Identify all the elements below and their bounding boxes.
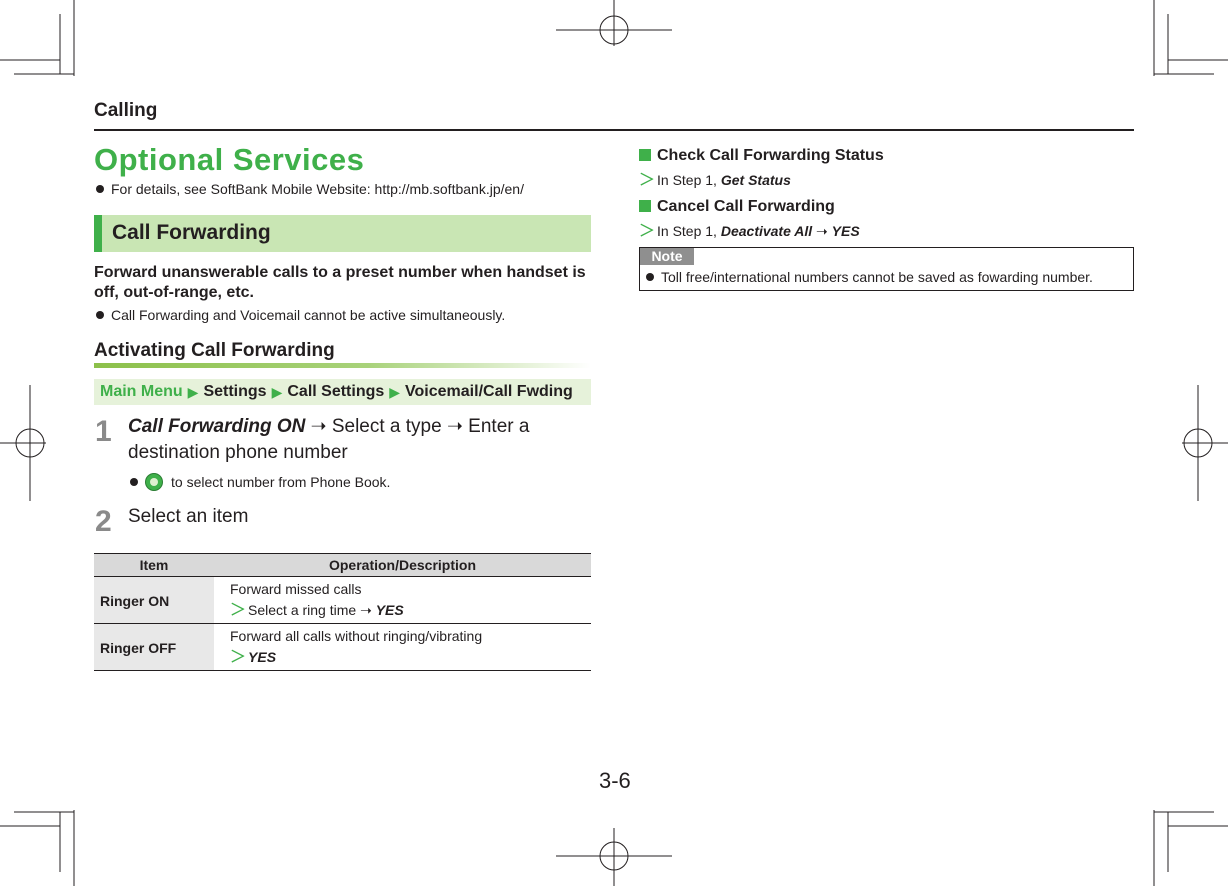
exclusivity-bullet (96, 307, 505, 323)
step-marker-icon: ＞ (230, 602, 247, 619)
navigation-key-icon (145, 473, 163, 491)
exclusivity-bullet-text: Call Forwarding and Voicemail cannot be active simultaneously. (111, 307, 506, 323)
step-marker-icon: ＞ (639, 172, 656, 189)
arrow-icon: ➝ (310, 416, 332, 437)
arrow-icon: ➝ (446, 416, 469, 437)
menu-path-call-settings: Call Settings (287, 383, 385, 400)
page-number: 3-6 (599, 768, 631, 793)
cancel-action: Deactivate All (720, 223, 813, 239)
step-2-number: 2 (95, 505, 112, 538)
menu-path-arrow-icon: ▶ (187, 383, 199, 400)
step-marker-icon: ＞ (230, 649, 247, 666)
check-status-step (639, 167, 791, 190)
note-label: Note (640, 248, 694, 265)
row-final: YES (375, 602, 404, 618)
step-marker-icon: ＞ (639, 223, 656, 240)
step-1-number: 1 (95, 415, 112, 448)
table-cell-item: Ringer OFF (94, 624, 214, 671)
arrow-icon: ➝ (356, 602, 376, 618)
step-1-part2: Select a type (331, 416, 442, 437)
row-desc: Forward all calls without ringing/vibrating (230, 628, 483, 644)
cancel-heading (639, 198, 835, 216)
header-rule (94, 129, 1134, 131)
table-cell-description (214, 624, 591, 671)
table-row (94, 577, 591, 624)
cancel-heading-text: Cancel Call Forwarding (657, 198, 835, 215)
check-status-action: Get Status (720, 172, 791, 188)
bullet-dot (96, 311, 104, 319)
menu-path-arrow-icon: ▶ (271, 383, 283, 400)
row-desc: Forward missed calls (230, 581, 362, 597)
cancel-final: YES (831, 223, 860, 239)
bullet-dot (96, 185, 104, 193)
step-1-option: Call Forwarding ON (128, 416, 306, 437)
section-bar-accent (94, 215, 102, 252)
activating-heading-rule (94, 363, 591, 368)
green-square-icon (639, 200, 651, 212)
step-1-tip-text: to select number from Phone Book. (171, 474, 391, 490)
row-op: Select a ring time (248, 602, 357, 618)
menu-path (94, 379, 591, 405)
green-square-icon (639, 149, 651, 161)
check-status-heading-text: Check Call Forwarding Status (657, 147, 884, 164)
page-title: Optional Services (94, 142, 365, 177)
bullet-dot (646, 273, 654, 281)
table-row (94, 624, 591, 671)
check-status-prefix: In Step 1, (657, 172, 717, 188)
menu-path-arrow-icon: ▶ (389, 383, 401, 400)
table-cell-description (214, 577, 591, 624)
section-label: Calling (94, 100, 158, 121)
call-forwarding-lead: Forward unanswerable calls to a preset number when handset is off, out-of-range, etc. (94, 264, 586, 301)
step-2-text: Select an item (128, 506, 249, 527)
note-bullet (646, 269, 1093, 285)
arrow-icon: ➝ (812, 223, 832, 239)
step-1-part3: Enter a destination phone number (128, 416, 530, 463)
menu-path-voicemail-call-fwding: Voicemail/Call Fwding (405, 383, 573, 400)
table-header-operation: Operation/Description (214, 554, 591, 577)
cancel-step (639, 218, 860, 241)
operations-table (94, 553, 591, 671)
activating-heading: Activating Call Forwarding (94, 340, 335, 361)
note-bullet-text: Toll free/international numbers cannot be saved as fowarding number. (661, 269, 1093, 285)
note-box (639, 247, 1134, 291)
table-header-item: Item (94, 554, 214, 577)
row-final: YES (248, 649, 277, 665)
bullet-dot (130, 478, 138, 486)
table-header-row (94, 554, 591, 577)
menu-path-main-menu: Main Menu (100, 383, 183, 400)
cancel-prefix: In Step 1, (657, 223, 717, 239)
intro-bullet (96, 181, 524, 197)
check-status-heading (639, 147, 884, 165)
call-forwarding-title: Call Forwarding (112, 221, 271, 244)
intro-bullet-text: For details, see SoftBank Mobile Website: http://mb.softbank.jp/en/ (111, 181, 524, 197)
table-cell-item: Ringer ON (94, 577, 214, 624)
menu-path-settings: Settings (203, 383, 267, 400)
call-forwarding-section-bar (94, 215, 591, 252)
step-1-tip (130, 473, 390, 491)
step-1-text (128, 414, 598, 466)
